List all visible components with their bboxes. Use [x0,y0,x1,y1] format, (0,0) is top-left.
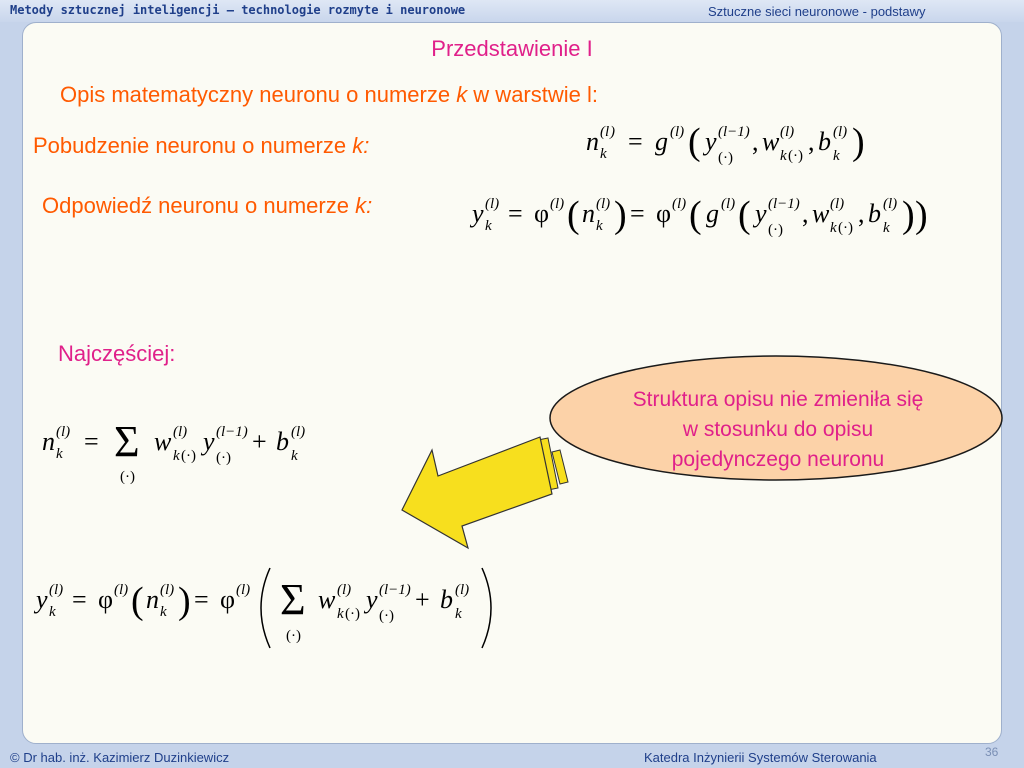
response-text: Odpowiedź neuronu o numerze [42,193,356,218]
svg-text:(: ( [738,194,751,236]
svg-text:l: l [605,124,610,140]
yellow-arrow [402,437,552,548]
svg-text:(: ( [600,124,605,140]
svg-text:(l): (l) [173,424,188,440]
svg-text:+: + [415,585,430,614]
page-number: 36 [985,745,999,759]
svg-text:(l): (l) [596,196,611,212]
svg-text:(: ( [689,194,702,236]
svg-text:φ: φ [98,585,114,614]
svg-text:n: n [146,585,159,614]
svg-text:k: k [337,606,344,622]
svg-text:Σ: Σ [280,575,306,624]
svg-text:(·): (·) [718,150,733,166]
svg-text:k: k [56,446,63,462]
svg-text:): ) [614,194,627,236]
svg-text:(l): (l) [455,582,470,598]
svg-text:b: b [276,427,289,456]
footer-author: © Dr hab. inż. Kazimierz Duzinkiewicz [10,750,230,765]
svg-text:(: ( [688,121,701,163]
svg-text:): ) [902,194,915,236]
svg-text:φ: φ [656,199,672,228]
excitation-text: Pobudzenie neuronu o numerze [33,133,353,158]
callout-text [582,385,974,475]
svg-text:b: b [440,585,453,614]
svg-text:): ) [178,580,191,622]
svg-text:k: k [830,220,837,236]
svg-text:,: , [858,199,865,228]
svg-text:k: k [485,218,492,234]
svg-text:(: ( [131,580,144,622]
intro-text-2: w warstwie l: [467,82,598,107]
sum-response-equation [30,560,510,655]
svg-text:k: k [780,148,787,164]
svg-text:(l−1): (l−1) [718,124,750,140]
svg-text:(l): (l) [236,582,251,598]
svg-text:y: y [705,127,717,156]
svg-text:(l): (l) [670,124,685,140]
intro-k: k [456,82,468,107]
svg-text:(l−1): (l−1) [379,582,411,598]
svg-text:g: g [706,199,719,228]
svg-text:k: k [596,218,603,234]
svg-text:(l): (l) [780,124,795,140]
svg-text:(l): (l) [721,196,736,212]
svg-text:(l): (l) [49,582,64,598]
section-title: Sztuczne sieci neuronowe - podstawy [708,4,926,19]
footer-department: Katedra Inżynierii Systemów Sterowania [644,750,877,765]
svg-text:b: b [868,199,881,228]
svg-text:w: w [318,585,336,614]
slide-title: Przedstawienie I [431,36,593,61]
svg-text:y: y [755,199,767,228]
callout-line-2: w stosunku do opisu [682,418,874,441]
svg-text:(·): (·) [120,469,135,485]
svg-text:y: y [203,427,215,456]
svg-text:w: w [762,127,780,156]
svg-text:Σ: Σ [114,417,140,466]
svg-text:(l): (l) [114,582,129,598]
svg-text:): ) [915,194,928,236]
svg-text:(l): (l) [672,196,687,212]
svg-text:(·): (·) [181,448,196,464]
svg-text:(l): (l) [883,196,898,212]
svg-text:=: = [628,127,643,156]
svg-text:(l): (l) [485,196,500,212]
svg-text:b: b [818,127,831,156]
svg-text:n: n [586,127,599,156]
svg-text:(·): (·) [838,220,853,236]
svg-text:k: k [883,220,890,236]
callout-line-1: Struktura opisu nie zmieniła się [632,388,924,411]
svg-text:(l): (l) [550,196,565,212]
response-k: k: [355,193,373,218]
svg-text:,: , [802,199,809,228]
intro-text: Opis matematyczny neuronu o numerze [60,82,457,107]
svg-text:y: y [366,585,378,614]
svg-text:n: n [42,427,55,456]
svg-text:k: k [160,604,167,620]
svg-text:(l): (l) [291,424,306,440]
svg-text:φ: φ [534,199,550,228]
svg-text:(·): (·) [768,222,783,238]
svg-text:(·): (·) [345,606,360,622]
most-often-label: Najczęściej: [58,341,176,366]
excitation-k: k: [352,133,370,158]
svg-text:k: k [600,146,607,162]
svg-text:,: , [808,127,815,156]
svg-text:(l): (l) [160,582,175,598]
svg-text:(·): (·) [216,450,231,466]
svg-text:+: + [252,427,267,456]
svg-text:y: y [36,585,48,614]
svg-text:(l): (l) [56,424,71,440]
svg-text:(l): (l) [337,582,352,598]
svg-text:): ) [852,121,865,163]
svg-text:k: k [49,604,56,620]
svg-text:): ) [610,124,615,140]
svg-text:=: = [72,585,87,614]
svg-text:w: w [154,427,172,456]
svg-text:n: n [582,199,595,228]
callout-line-3: pojedynczego neuronu [671,448,885,471]
sum-excitation-equation [36,408,346,493]
svg-text:(l): (l) [830,196,845,212]
svg-text:(l): (l) [833,124,848,140]
svg-text:(l−1): (l−1) [768,196,800,212]
svg-text:=: = [194,585,209,614]
svg-text:k: k [455,606,462,622]
svg-text:k: k [833,148,840,164]
svg-text:(·): (·) [788,148,803,164]
svg-text:φ: φ [220,585,236,614]
svg-text:=: = [630,199,645,228]
svg-text:g: g [655,127,668,156]
svg-text:k: k [291,448,298,464]
svg-text:(·): (·) [286,628,301,644]
svg-text:k: k [173,448,180,464]
svg-text:=: = [508,199,523,228]
svg-text:(·): (·) [379,608,394,624]
svg-text:w: w [812,199,830,228]
course-title: Metody sztucznej inteligencji – technologie rozmyte i neuronowe [10,3,466,17]
svg-text:(l−1): (l−1) [216,424,248,440]
svg-text:y: y [472,199,484,228]
svg-text:,: , [752,127,759,156]
svg-text:(: ( [567,194,580,236]
svg-text:=: = [84,427,99,456]
